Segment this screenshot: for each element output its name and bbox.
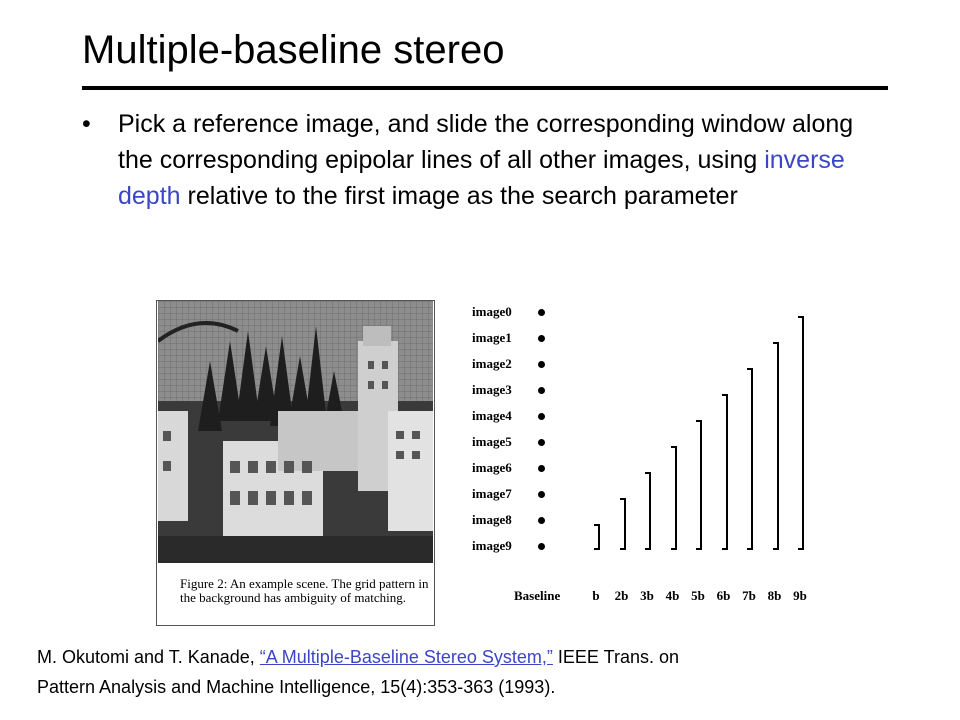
image-dot-6 (538, 465, 545, 472)
baseline-bracket-4 (671, 446, 677, 550)
image-dot-2 (538, 361, 545, 368)
bullet-text-before: Pick a reference image, and slide the corresponding window along the corresponding epipolar lines of all other images, using (118, 110, 854, 174)
citation-journal: IEEE Trans. on (552, 647, 679, 667)
baseline-tick-6: 6b (716, 588, 731, 603)
image-label-7: image7 (472, 486, 512, 501)
figure-caption: Figure 2: An example scene. The grid pattern in the background has ambiguity of matching. (180, 576, 429, 605)
image-dot-8 (538, 517, 545, 524)
baseline-bracket-3 (645, 472, 651, 550)
baseline-bracket-8 (773, 342, 779, 550)
baseline-tick-2: 2b (614, 588, 629, 603)
baseline-bracket-9 (798, 316, 804, 550)
paper-title-link[interactable]: “A Multiple-Baseline Stereo System,” (259, 647, 553, 667)
image-label-9: image9 (472, 538, 512, 553)
image-dot-1 (538, 335, 545, 342)
image-label-1: image1 (472, 330, 512, 345)
citation-line-1 (37, 642, 937, 672)
image-label-6: image6 (472, 460, 512, 475)
baseline-bracket-6 (722, 394, 728, 550)
inverse-depth-highlight: inverse depth (118, 146, 845, 210)
image-label-4: image4 (472, 408, 512, 423)
citation-authors: M. Okutomi and T. Kanade, (37, 647, 260, 667)
image-dot-9 (538, 543, 545, 550)
baseline-tick-4: 4b (665, 588, 680, 603)
image-label-0: image0 (472, 304, 512, 319)
image-label-5: image5 (472, 434, 512, 449)
baseline-tick-7: 7b (742, 588, 756, 603)
bullet-text-after: relative to the first image as the search parameter (180, 182, 738, 210)
image-label-8: image8 (472, 512, 512, 527)
baseline-tick-3: 3b (640, 588, 654, 603)
example-scene-figure (156, 300, 435, 626)
baseline-diagram (462, 300, 822, 610)
baseline-tick-9: 9b (793, 588, 807, 603)
image-label-2: image2 (472, 356, 512, 371)
slide-title: Multiple-baseline stereo (82, 28, 505, 72)
citation (37, 642, 937, 702)
baseline-bracket-2 (620, 498, 626, 550)
image-dot-3 (538, 387, 545, 394)
baseline-tick-1: b (592, 588, 600, 603)
baseline-bracket-5 (696, 420, 702, 550)
bullet-marker: • (82, 110, 91, 138)
baseline-tick-8: 8b (767, 588, 782, 603)
baseline-bracket-1 (594, 524, 600, 550)
baseline-tick-5: 5b (691, 588, 705, 603)
example-scene-photo (158, 301, 433, 563)
image-label-3: image3 (472, 382, 512, 397)
citation-line-2: Pattern Analysis and Machine Intelligence, 15(4):353-363 (1993). (37, 677, 556, 697)
image-dot-7 (538, 491, 545, 498)
baseline-axis-label: Baseline (514, 588, 561, 603)
baseline-bracket-7 (747, 368, 753, 550)
bullet-text (118, 106, 878, 214)
image-dot-0 (538, 309, 545, 316)
image-dot-4 (538, 413, 545, 420)
image-dot-5 (538, 439, 545, 446)
title-underline (82, 86, 888, 90)
